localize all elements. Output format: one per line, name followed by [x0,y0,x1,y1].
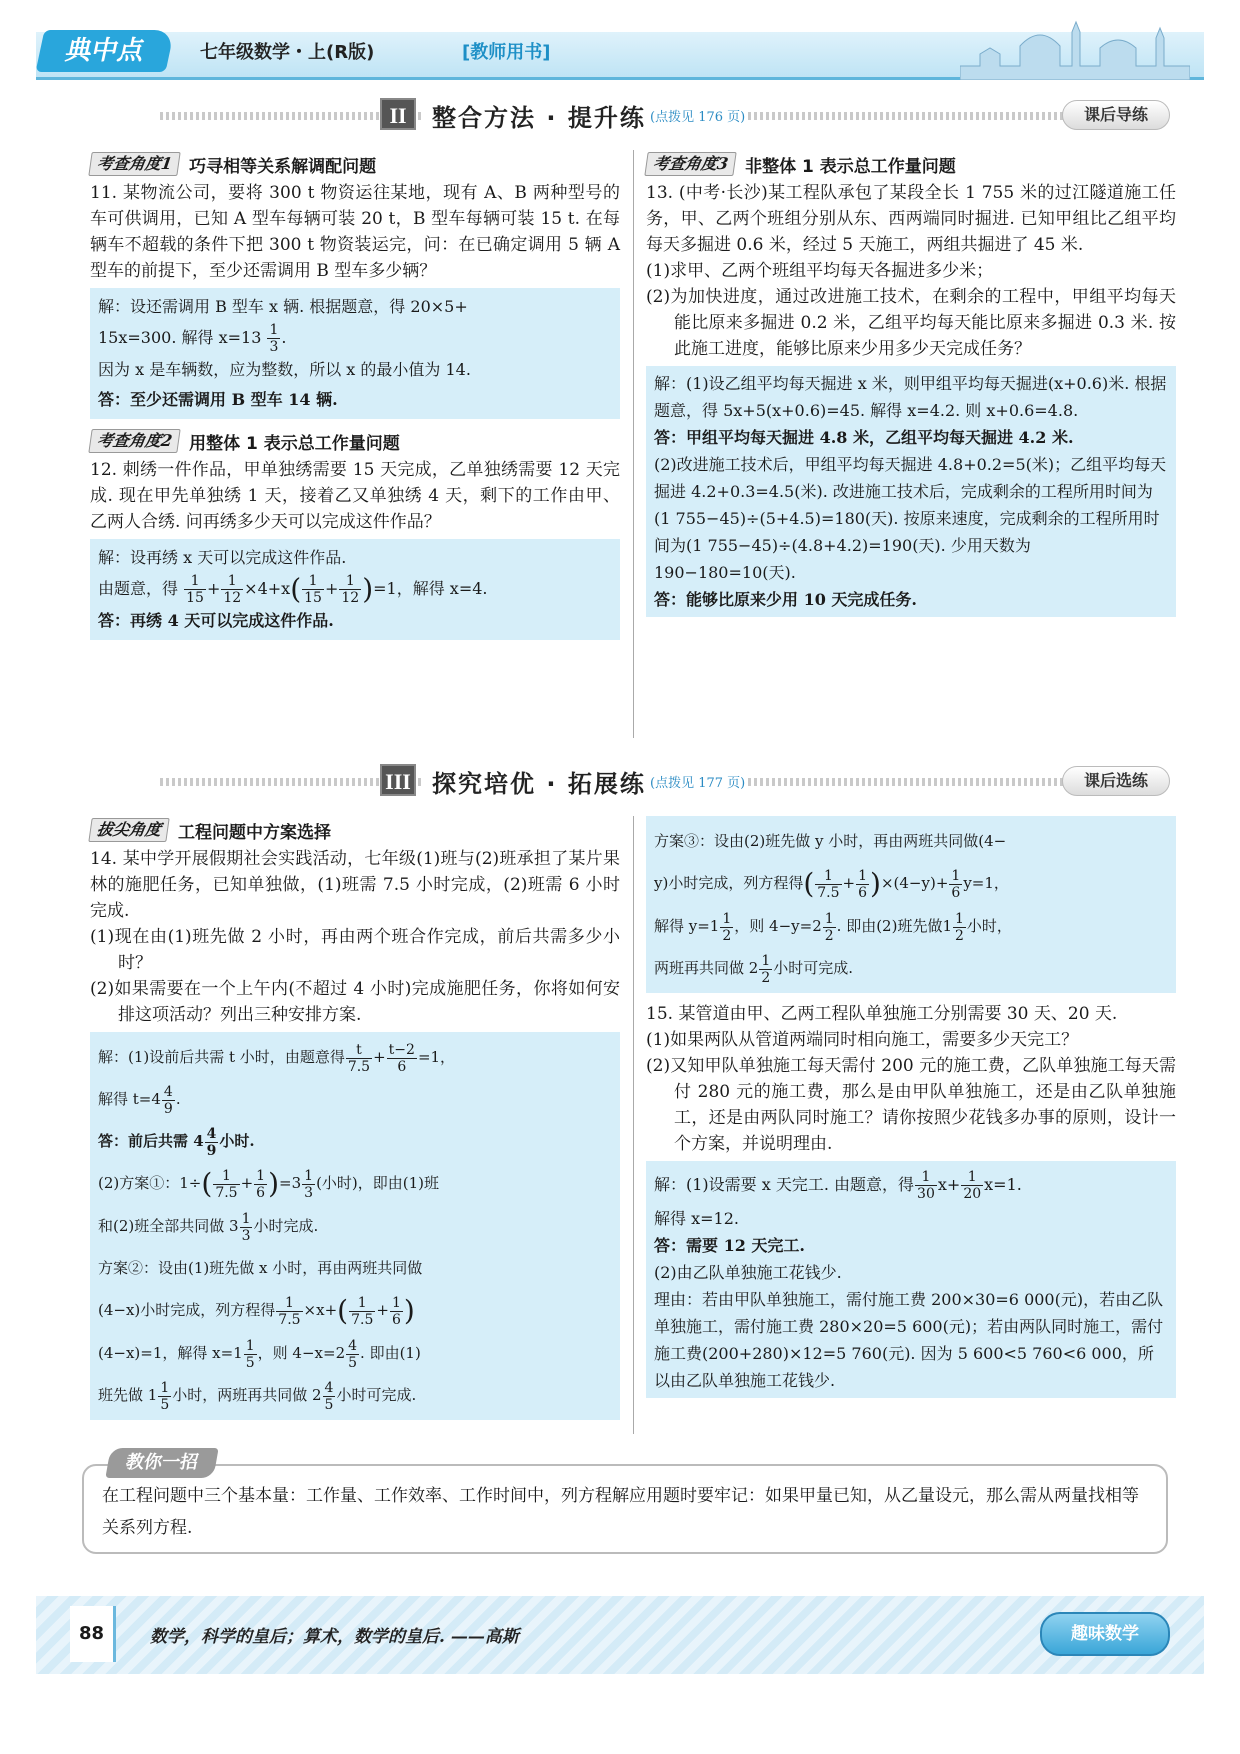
question-part: (1)现在由(1)班先做 2 小时，再由两个班合作完成，前后共需多少小时？ [90,927,620,973]
angle-2-header [90,427,620,455]
angle-topic: 用整体 1 表示总工作量问题 [189,433,400,454]
problem-13: 13. (中考·长沙)某工程队承包了某段全长 1 755 米的过江隧道施工任务，甲、乙两个班组分别从东、西两端同时掘进. 已知甲组比乙组平均每天多掘进 0.6 米，经过 5 天施工，两组共掘进了 45 米. [646,183,1176,255]
solution-line: 15x=300. 解得 x=13 $\frac{1}{3}$ . [98,322,287,355]
answer-line: 答：前后共需 4 $\frac{4}{9}$ 小时. [98,1125,255,1159]
angle-1-header [90,150,620,178]
angle-tag: 考查角度2 [88,429,181,453]
solution-line: 方案②：设由(1)班先做 x 小时，再由两班共同做 [98,1259,423,1277]
solution-line: (4−x)=1，解得 x=1 $\frac{1}{5}$ ，则 4−x=2 $\frac{4}{5}$ . 即由(1) [98,1337,421,1371]
angle-3-header [646,150,1176,178]
solution-line: 解得 y=1 $\frac{1}{2}$ ，则 4−y=2 $\frac{1}{2}$ . 即由(2)班先做1 $\frac{1}{2}$ 小时， [654,910,1012,944]
angle-topic: 巧寻相等关系解调配问题 [189,156,377,177]
problem-12: 12. 刺绣一件作品，甲单独绣需要 15 天完成，乙单独绣需要 12 天完成. 现在甲先单独绣 1 天，接着乙又单独绣 4 天，剩下的工作由甲、乙两人合绣. 问再绣多少天可以完成这件作品？ [90,460,620,532]
footer-quote: 数学，科学的皇后；算术，数学的皇后. ——高斯 [150,1627,519,1647]
angle-tag: 考查角度3 [644,152,737,176]
skyline-illustration [960,18,1190,80]
book-title: 七年级数学・上(R版) [200,42,375,63]
answer-line: 答：需要 12 天完工. [654,1236,805,1255]
solution-line: 解得 t=4 $\frac{4}{9}$ . [98,1083,181,1117]
page-number: 88 [70,1606,116,1662]
fun-math-badge: 趣味数学 [1040,1612,1170,1656]
solution-line: 解得 x=12. [654,1209,739,1228]
question-part: (2)为加快进度，通过改进施工技术，在剩余的工程中，甲组平均每天能比原来多掘进 0.2 米，乙组平均每天能比原来多掘进 0.3 米. 按此施工进度，能够比原来少用多少天完成任务？ [646,287,1176,359]
solution-line: 解：设再绣 x 天可以完成这件作品. [98,548,347,567]
solution-line: 解：(1)设乙组平均每天掘进 x 米，则甲组平均每天掘进(x+0.6)米. 根据题意，得 5x+5(x+0.6)=45. 解得 x=4.2. 则 x+0.6=4.8. [654,374,1167,420]
solution-15 [646,1161,1176,1398]
question-part: (2)又知甲队单独施工每天需付 200 元的施工费，乙队单独施工每天需付 280 元的施工费，那么是由甲队单独施工，还是由乙队单独施工，还是由两队同时施工？请你按照少花钱多办事的原则，设计一个方案，并说明理由. [646,1056,1176,1154]
solution-line: 班先做 1 $\frac{1}{5}$ 小时，两班再共同做 2 $\frac{4}{5}$ 小时可完成. [98,1379,417,1413]
angle-topic: 非整体 1 表示总工作量问题 [745,156,956,177]
solution-14-left [90,1032,620,1420]
section-2-banner [90,96,1170,132]
angle-4-header [90,816,620,844]
answer-line: 答：再绣 4 天可以完成这件作品. [98,611,334,630]
solution-line: (2)方案①：1÷( $\frac{1}{7.5}$ + $\frac{1}{6}$ )=3 $\frac{1}{3}$ (小时)，即由(1)班 [98,1167,440,1201]
right-column-section-2 [646,150,1176,625]
solution-line: 因为 x 是车辆数，应为整数，所以 x 的最小值为 14. [98,360,471,379]
hint-reference: (点拨见 176 页) [650,106,745,125]
after-class-badge: 课后选练 [1062,766,1170,796]
answer-line: 答：能够比原来少用 10 天完成任务. [654,590,917,609]
solution-line: (2)由乙队单独施工花钱少. [654,1263,842,1282]
right-column-section-3 [646,816,1176,1406]
solution-14-right [646,816,1176,993]
solution-line: 理由：若由甲队单独施工，需付施工费 200×30=6 000(元)，若由乙队单独施工，需付施工费 280×20=5 600(元)；若由两队同时施工，需付施工费(200+280)×12=5 760(元). 因为 5 600<5 760<6 000，所以由乙队单独施工花钱少. [654,1290,1164,1390]
solution-line: 和(2)班全部共同做 3 $\frac{1}{3}$ 小时完成. [98,1210,319,1244]
solution-line: (4−x)小时完成，列方程得 $\frac{1}{7.5}$ ×x+( $\frac{1}{7.5}$ + $\frac{1}{6}$ ) [98,1294,415,1328]
question-part: (1)求甲、乙两个班组平均每天各掘进多少米； [646,261,994,281]
section-number: II [380,98,416,130]
solution-12 [90,539,620,640]
tip-box [82,1464,1168,1554]
brand-logo: 典中点 [36,30,175,72]
angle-tag: 考查角度1 [88,152,181,176]
solution-line: 两班再共同做 2 $\frac{1}{2}$ 小时可完成. [654,952,854,986]
question-part: (1)如果两队从管道两端同时相向施工，需要多少天完工？ [646,1030,1079,1050]
section-title: 整合方法 · 提升练 [424,98,654,133]
problem-14: 14. 某中学开展假期社会实践活动，七年级(1)班与(2)班承担了某片果林的施肥任务，已知单独做，(1)班需 7.5 小时完成，(2)班需 6 小时完成. [90,849,620,921]
solution-line: 解：设还需调用 B 型车 x 辆. 根据题意，得 20×5+ [98,297,468,316]
fraction: $\frac{1}{3}$ [269,322,279,355]
answer-line: 答：至少还需调用 B 型车 14 辆. [98,390,338,409]
section-number: III [380,764,416,796]
solution-11 [90,288,620,419]
solution-line: 方案③：设由(2)班先做 y 小时，再由两班共同做(4− [654,832,1007,850]
tip-text: 在工程问题中三个基本量：工作量、工作效率、工作时间中，列方程解应用题时要牢记：如果甲量已知，从乙量设元，那么需从两量找相等关系列方程. [102,1486,1139,1538]
solution-line: 解：(1)设需要 x 天完工. 由题意，得 $\frac{1}{30}$ x+ $\frac{1}{20}$ x=1. [654,1169,1022,1202]
section-3-banner [90,762,1170,798]
column-divider [633,816,634,1434]
question-part: (2)如果需要在一个上午内(不超过 4 小时)完成施肥任务，你将如何安排这项活动？列出三种安排方案. [90,979,620,1025]
tip-label: 教你一招 [105,1448,218,1478]
after-class-badge: 课后导练 [1062,100,1170,130]
solution-line: 解：(1)设前后共需 t 小时，由题意得 $\frac{t}{7.5}$ + $\frac{t-2}{6}$ =1， [98,1041,456,1075]
solution-line: (2)改进施工技术后，甲组平均每天掘进 4.8+0.2=5(米)；乙组平均每天掘进 4.2+0.3=4.5(米). 改进施工技术后，完成剩余的工程所用时间为(1 755−45)÷(5+4.5)=180(天). 按原来速度，完成剩余的工程所用时间为(1 755−45)÷(4.8+4.2)=190(天). 少用天数为 190−180=10(天). [654,455,1167,582]
problem-11: 11. 某物流公司，要将 300 t 物资运往某地，现有 A、B 两种型号的车可供调用，已知 A 型车每辆可装 20 t，B 型车每辆可装 15 t. 在每辆车不超载的条件下把 300 t 物资装运完，问：在已确定调用 5 辆 A 型车的前提下，至少还需调用 B 型车多少辆？ [90,183,620,281]
section-title: 探究培优 · 拓展练 [424,764,654,799]
solution-13 [646,366,1176,617]
left-column-section-3 [90,816,620,1428]
angle-topic: 工程问题中方案选择 [178,822,332,843]
teacher-edition-tag: [教师用书] [462,42,551,63]
solution-line: y)小时完成，列方程得( $\frac{1}{7.5}$ + $\frac{1}{6}$ )×(4−y)+ $\frac{1}{6}$ y=1， [654,867,1009,901]
hint-reference: (点拨见 177 页) [650,772,745,791]
left-column-section-2 [90,150,620,648]
column-divider [633,150,634,738]
angle-tag: 拔尖角度 [88,818,169,842]
solution-line: 由题意，得 $\frac{1}{15}$ + $\frac{1}{12}$ ×4+x( $\frac{1}{15}$ + $\frac{1}{12}$ )=1，解得 x=4. [98,572,488,606]
problem-15: 15. 某管道由甲、乙两工程队单独施工分别需要 30 天、20 天. [646,1004,1118,1024]
answer-line: 答：甲组平均每天掘进 4.8 米，乙组平均每天掘进 4.2 米. [654,428,1074,447]
